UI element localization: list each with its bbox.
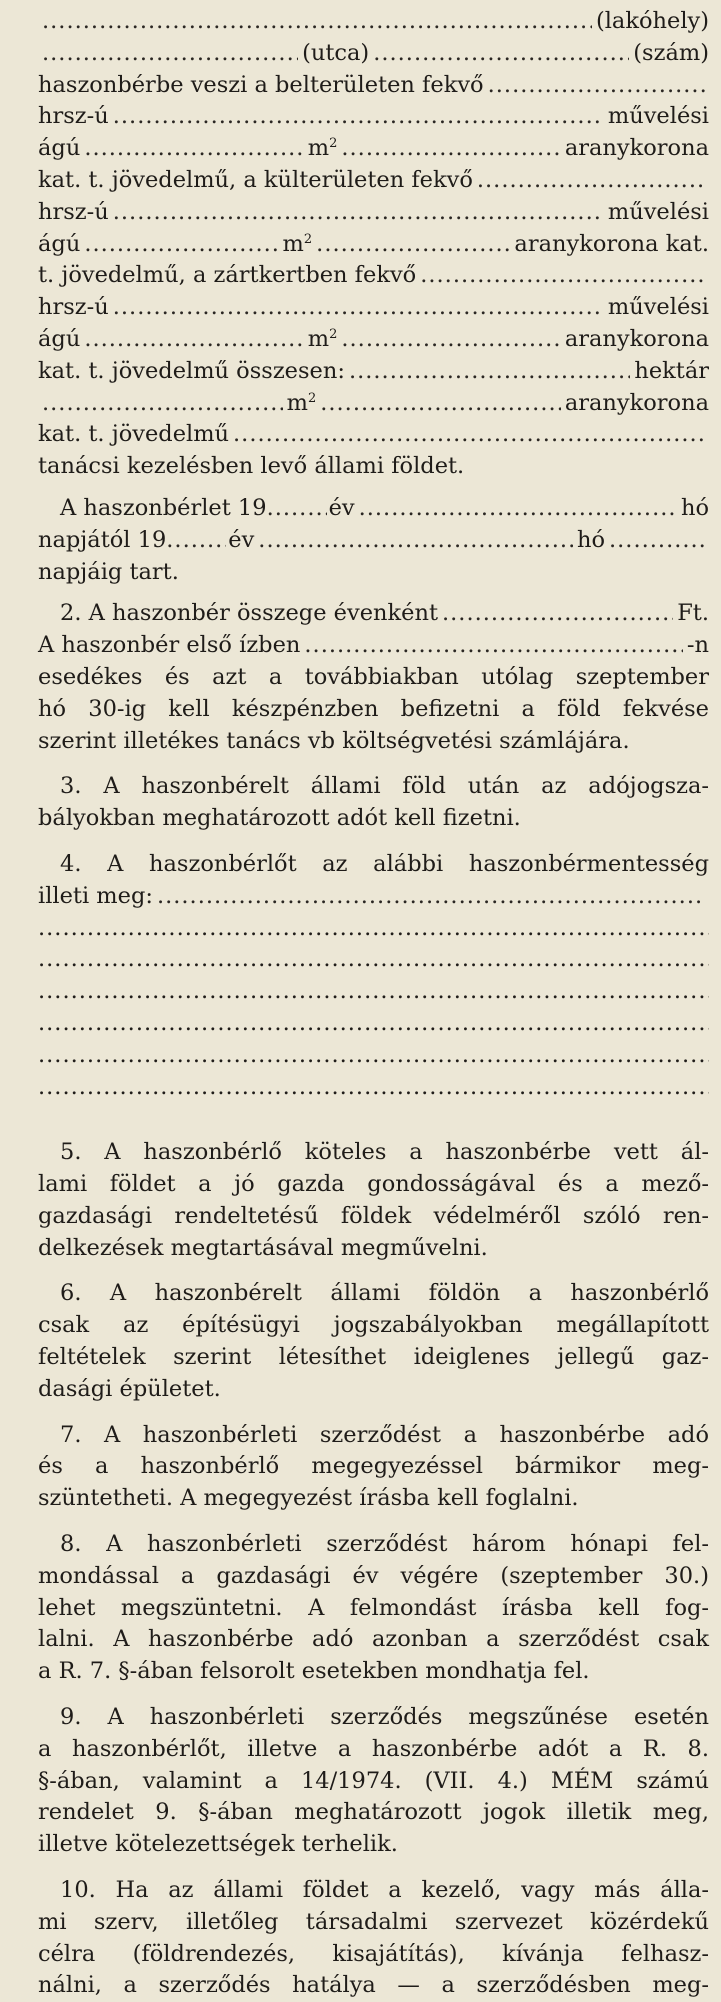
blank-line[interactable]	[38, 1072, 709, 1104]
blank-fill[interactable]	[42, 6, 592, 38]
blank-fill[interactable]	[316, 229, 510, 261]
blank-fill[interactable]	[488, 70, 705, 102]
form-label: művelési	[607, 198, 709, 225]
form-line-parcel	[38, 292, 709, 324]
paragraph-3: 3. A haszonbérelt állami föld után az adójogsza- bályokban meghatározott adót kell fizetni.	[38, 773, 709, 832]
form-label: napjától 19	[38, 526, 167, 553]
form-label: aranykorona	[564, 325, 709, 352]
blank-fill[interactable]	[42, 388, 283, 420]
blank-fill[interactable]	[373, 38, 629, 70]
blank-fill[interactable]	[477, 165, 705, 197]
form-line-residence	[38, 6, 709, 38]
form-label: hektár	[634, 357, 709, 384]
form-label: hrsz-ú	[38, 198, 109, 225]
rent-first-due	[38, 630, 709, 662]
form-line-income	[38, 419, 709, 451]
unit-label: $m^2$	[282, 230, 313, 257]
paragraph-7: 7. A haszonbérleti szerződést a haszonbérbe adó és a haszonbérlő megegyezéssel bármikor meg- szüntetheti. A megegyezést írásba kell foglalni.	[38, 1421, 709, 1512]
paragraph-4: 4. A haszonbérlőt az alábbi haszonbérmentesség	[60, 850, 709, 877]
blank-fill[interactable]	[341, 133, 560, 165]
blank-fill[interactable]	[304, 630, 683, 662]
lease-term-start	[38, 493, 709, 525]
form-label: aranykorona kat.	[514, 230, 709, 257]
blank-fill[interactable]	[84, 324, 303, 356]
form-line-parcel	[38, 101, 709, 133]
form-line-outer-area	[38, 165, 709, 197]
form-label: év	[328, 494, 355, 521]
form-line-street	[38, 38, 709, 70]
form-line-total	[38, 356, 709, 388]
form-label: év	[228, 526, 255, 553]
blank-fill[interactable]	[349, 356, 630, 388]
blank-fill[interactable]	[113, 101, 604, 133]
blank-line[interactable]	[38, 1040, 709, 1072]
rent-terms: esedékes és azt a továbbiakban utólag szeptember hó 30-ig kell készpénzben befizetni a föld fekvése szerint illetékes tanács vb költségvetési számlájára.	[38, 663, 709, 754]
blank-fill[interactable]	[320, 388, 561, 420]
form-line-area	[38, 133, 709, 165]
form-label: kat. t. jövedelmű, a külterületen fekvő	[38, 166, 473, 193]
form-line-inner-area	[38, 70, 709, 102]
form-label: haszonbérbe veszi a belterületen fekvő	[38, 71, 484, 98]
form-label: Ft.	[677, 600, 709, 627]
blank-fill[interactable]	[359, 493, 677, 525]
blank-fill[interactable]	[420, 260, 705, 292]
rent-amount	[38, 598, 709, 630]
exemption-line	[38, 881, 709, 913]
form-label: művelési	[607, 103, 709, 130]
form-label: tanácsi kezelésben levő állami földet.	[38, 453, 465, 480]
blank-line[interactable]	[38, 976, 709, 1008]
form-line-garden-area	[38, 260, 709, 292]
blank-fill[interactable]	[157, 881, 705, 913]
blank-fill[interactable]	[84, 133, 303, 165]
form-label: (lakóhely)	[595, 8, 709, 34]
blank-fill[interactable]	[267, 493, 327, 525]
form-label: hrsz-ú	[38, 294, 109, 321]
form-line-area	[38, 324, 709, 356]
form-label: t. jövedelmű, a zártkertben fekvő	[38, 262, 417, 289]
paragraph-5: 5. A haszonbérlő köteles a haszonbérbe vett ál- lami földet a jó gazda gondosságával és a mező- gazdasági rendeltetésű földek védelméről szóló ren- delkezések megtartásával megművelni.	[38, 1139, 709, 1261]
blank-fill[interactable]	[609, 525, 709, 557]
blank-fill[interactable]	[113, 292, 604, 324]
form-line-area	[38, 229, 709, 261]
form-label: kat. t. jövedelmű összesen:	[38, 357, 345, 384]
form-label: hrsz-ú	[38, 103, 109, 130]
lease-term-until	[38, 557, 709, 589]
form-label: aranykorona	[564, 389, 709, 416]
form-line-parcel	[38, 197, 709, 229]
unit-label: $m^2$	[286, 389, 317, 416]
blank-line[interactable]	[38, 913, 709, 945]
form-label: ágú	[38, 230, 81, 257]
lease-term-from	[38, 525, 709, 557]
blank-fill[interactable]	[233, 419, 705, 451]
form-label: illeti meg:	[38, 882, 153, 909]
blank-fill[interactable]	[442, 598, 673, 630]
form-label: hó	[680, 494, 709, 521]
form-label: kat. t. jövedelmű	[38, 421, 230, 448]
paragraph-8: 8. A haszonbérleti szerződést három hónapi fel- mondással a gazdasági év végére (szeptember 30.) lehet megszüntetni. A felmondást írásba kell fog- lalni. A haszonbérbe adó azonban a szerződést csak a R. 7. §-ában felsorolt esetekben mondhatja fel.	[38, 1531, 709, 1685]
blank-line[interactable]	[38, 944, 709, 976]
paragraph-10: 10. Ha az állami földet a kezelő, vagy más álla- mi szerv, illetőleg társadalmi szervezet közérdekű célra (földrendezés, kisajátítás), kívánja felhasz- nálni, a szerződés hatálya — a szerződésben meg-	[38, 1877, 709, 1999]
form-line-state-land	[38, 451, 709, 483]
form-label: aranykorona	[564, 135, 709, 162]
form-label: ágú	[38, 325, 81, 352]
form-line-total-area	[38, 388, 709, 420]
form-label: (szám)	[633, 39, 709, 66]
unit-label: $m^2$	[307, 325, 338, 352]
form-label: napjáig tart.	[38, 558, 179, 585]
blank-fill[interactable]	[341, 324, 560, 356]
form-label: 2. A haszonbér összege évenként	[60, 600, 438, 627]
form-label: hó	[576, 526, 605, 553]
form-label: művelési	[607, 294, 709, 321]
paragraph-9: 9. A haszonbérleti szerződés megszűnése esetén a haszonbérlőt, illetve a haszonbérbe adót a R. 8. §-ában, valamint a 14/1974. (VII. 4.) MÉM számú rendelet 9. §-ában meghatározott jogok illetik meg, illetve kötelezettségek terhelik.	[38, 1704, 709, 1858]
form-label: -n	[686, 632, 709, 659]
form-label: (utca)	[302, 39, 370, 66]
blank-fill[interactable]	[166, 525, 226, 557]
form-label: A haszonbérlet 19	[60, 494, 267, 521]
blank-fill[interactable]	[113, 197, 604, 229]
blank-fill[interactable]	[84, 229, 278, 261]
paragraph-6: 6. A haszonbérelt állami földön a haszonbérlő csak az építésügyi jogszabályokban megállapított feltételek szerint létesíthet ideiglenes jellegű gaz- dasági épületet.	[38, 1280, 709, 1402]
form-label: A haszonbér első ízben	[38, 632, 301, 659]
blank-fill[interactable]	[42, 38, 298, 70]
blank-fill[interactable]	[258, 525, 573, 557]
blank-line[interactable]	[38, 1008, 709, 1040]
form-label: ágú	[38, 135, 81, 162]
unit-label: $m^2$	[307, 135, 338, 162]
